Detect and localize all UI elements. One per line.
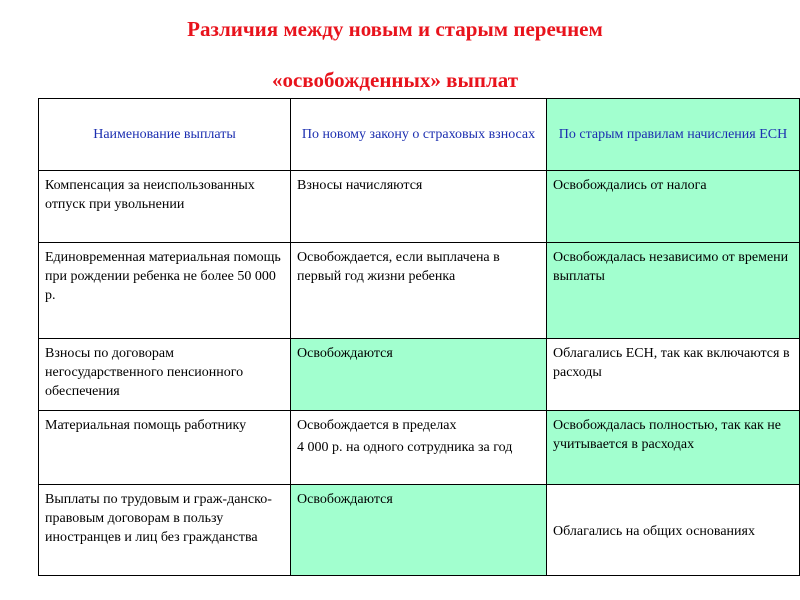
header-old-rules: По старым правилам начисления ЕСН (547, 99, 800, 171)
table-header-row (39, 99, 800, 171)
cell-new-law (291, 411, 547, 485)
cell-payment-name: Взносы по договорам негосударственного пенсионного обеспечения (39, 339, 291, 411)
cell-old-rules: Облагались на общих основаниях (547, 485, 800, 576)
header-new-law: По новому закону о страховых взносах (291, 99, 547, 171)
cell-old-rules: Освобождалась полностью, так как не учитывается в расходах (547, 411, 800, 485)
cell-old-rules: Облагались ЕСН, так как включаются в расходы (547, 339, 800, 411)
page-title-line-1: Различия между новым и старым перечнем (187, 17, 603, 41)
cell-payment-name: Компенсация за неиспользованных отпуск при увольнении (39, 171, 291, 243)
table-row (39, 243, 800, 339)
table-row (39, 411, 800, 485)
page-title-line-2: «освобожденных» выплат (271, 68, 519, 92)
table-row (39, 339, 800, 411)
cell-new-law: Взносы начисляются (291, 171, 547, 243)
cell-old-rules: Освобождались от налога (547, 171, 800, 243)
cell-new-law-line-1: Освобождается в пределах (297, 418, 457, 433)
cell-new-law: Освобождается, если выплачена в первый год жизни ребенка (291, 243, 547, 339)
header-payment-name: Наименование выплаты (39, 99, 291, 171)
table-row (39, 171, 800, 243)
cell-new-law: Освобождаются (291, 485, 547, 576)
cell-payment-name: Материальная помощь работнику (39, 411, 291, 485)
cell-new-law: Освобождаются (291, 339, 547, 411)
cell-payment-name: Выплаты по трудовым и граж-данско-правовым договорам в пользу иностранцев и лиц без гражданства (39, 485, 291, 576)
table-row (39, 485, 800, 576)
comparison-table (38, 98, 800, 576)
cell-new-law-line-2: 4 000 р. на одного сотрудника за год (297, 440, 513, 455)
cell-payment-name: Единовременная материальная помощь при рождении ребенка не более 50 000 р. (39, 243, 291, 339)
cell-old-rules: Освобождалась независимо от времени выплаты (547, 243, 800, 339)
